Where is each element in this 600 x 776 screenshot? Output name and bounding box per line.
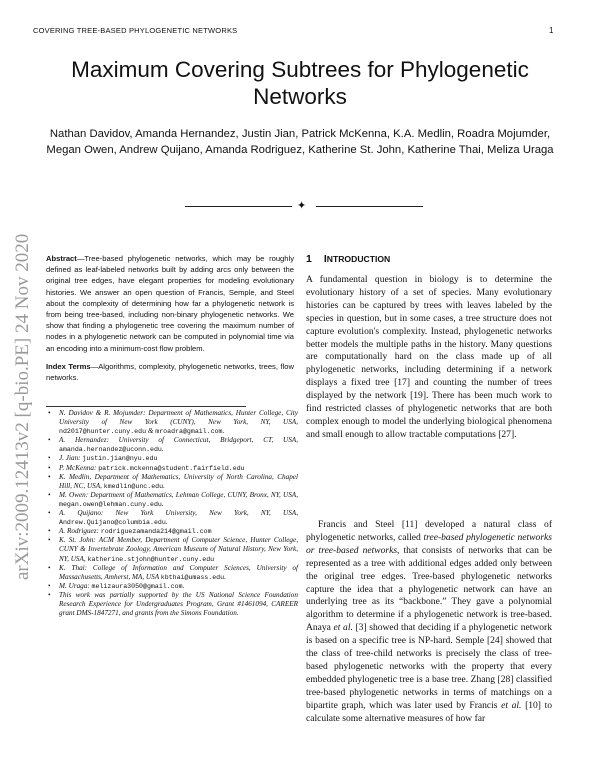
intro-paragraph-2: Francis and Steel [11] developed a natural class of phylogenetic networks, called tree-based phylogenetic networks or tree-based networks, that consists of networks that can be represented as a tree with additional edges added only between the original tree edges. Tree-based phylogenetic networks capture the idea that a phylogenetic network can have an underlying tree as its “backbone.” They gave a polynomial algorithm to determine if a phylogenetic network is tree-based. Anaya et al. [3] showed that deciding if a phylogenetic network is based on a specific tree is NP-hard. Semple [24] showed that the class of tree-child networks is precisely the class of tree-based phylogenetic networks with the property that every embedded phylogenetic tree is a base tree. Zhang [28] classified tree-based phylogenetic networks in terms of matchings on a bipartite graph, which was later used by Francis et al. [10] to calculate some alternative measures of how far: [306, 519, 553, 724]
section-heading: [306, 253, 390, 265]
footnote-item: • K. St. John: ACM Member, Department of Computer Science, Hunter College, CUNY & Invertebrate Zoology, American Museum of Natural History, New York, NY, USA, katherine.stjohn@hunter.cuny.edu: [46, 536, 298, 563]
defined-term: tree-based phylogenetic networks or tree-based networks: [306, 531, 552, 556]
running-head: COVERING TREE-BASED PHYLOGENETIC NETWORKS: [33, 26, 238, 35]
email-link[interactable]: nd2017@hunter.cuny.edu: [59, 428, 147, 436]
abstract-text: —Tree-based phylogenetic networks, which may be roughly defined as leaf-labeled networks built by adding arcs only between the original tree edges, have elegant properties for modeling evolutionary histories. We answer an open question of Francis, Semple, and Steel about the complexity of determining how far a phylogenetic network is from being tree-based, including non-binary phylogenetic networks. We show that finding a phylogenetic tree covering the maximum number of nodes in a phylogenetic network can be computed in polynomial time via an encoding into a minimum-cost flow problem.: [46, 254, 294, 353]
footnote-item: • A. Hernandez: University of Connecticut, Bridgeport, CT, USA, amanda.hernandez@uconn.edu.: [46, 436, 298, 454]
author-footnotes: [46, 409, 298, 618]
email-link[interactable]: katherine.stjohn@hunter.cuny.edu: [87, 555, 215, 563]
footnote-item: • J. Jian: justin.jian@nyu.edu: [46, 454, 298, 463]
index-terms-text: —Algorithms, complexity, phylogenetic networks, trees, flow networks.: [46, 362, 295, 383]
divider-line-left: [185, 206, 292, 207]
email-link[interactable]: kbthai@umass.edu: [160, 573, 225, 581]
footnote-item: • K. Medlin, Department of Mathematics, University of North Carolina, Chapel Hill, NC, USA, kmedlin@unc.edu.: [46, 473, 298, 491]
footnote-item: • K. Thai: College of Information and Computer Sciences, University of Massachusetts, Amherst, MA, USA kbthai@umass.edu.: [46, 564, 298, 582]
title-divider: [185, 201, 423, 213]
page-number: 1: [549, 26, 554, 35]
section-title-initial: I: [323, 253, 327, 265]
footnote-item: • A. Rodriguez: rodriguezamanda214@gmail.com: [46, 527, 298, 536]
email-link[interactable]: mroadra@gmail.com: [155, 428, 223, 436]
email-link[interactable]: justin.jian@nyu.edu: [82, 455, 158, 463]
diamond-star-icon: ✦: [297, 199, 307, 212]
abstract: [46, 253, 294, 354]
section-number: 1: [306, 253, 312, 265]
footnote-rule: [46, 406, 246, 407]
footnote-item: • This work was partially supported by the US National Science Foundation Research Experience for Undergraduates Program, Grant #1461094, CAREER grant DMS-1847271, and grants from the Simons Foundation.: [46, 591, 298, 618]
footnote-item: • P. McKenna: patrick.mckenna@student.fairfield.edu: [46, 464, 298, 473]
email-link[interactable]: melizaura3050@gmail.com: [91, 582, 183, 590]
footnote-item: • A. Quijano: New York University, New York, NY, USA, Andrew.Quijano@columbia.edu.: [46, 509, 298, 527]
footnote-item: • M. Uraga: melizaura3050@gmail.com.: [46, 582, 298, 591]
email-link[interactable]: megan.owen@lehman.cuny.edu: [59, 500, 162, 508]
email-link[interactable]: amanda.hernandez@uconn.edu: [59, 446, 162, 454]
email-link[interactable]: rodriguezamanda214@gmail.com: [100, 528, 212, 536]
email-link[interactable]: kmedlin@unc.edu: [103, 482, 164, 490]
abstract-label: Abstract: [46, 254, 77, 263]
author-list: Nathan Davidov, Amanda Hernandez, Justin Jian, Patrick McKenna, K.A. Medlin, Roadra Mojumder, Megan Owen, Andrew Quijano, Amanda Rodriguez, Katherine St. John, Katherine Thai, Meliza Uraga: [46, 128, 554, 156]
index-terms-label: Index Terms: [46, 362, 91, 371]
index-terms: [46, 361, 294, 383]
footnote-item: • M. Owen: Department of Mathematics, Lehman College, CUNY, Bronx, NY, USA, megan.owen@lehman.cuny.edu.: [46, 491, 298, 509]
email-link[interactable]: patrick.mckenna@student.fairfield.edu: [98, 464, 245, 472]
divider-line-right: [316, 206, 423, 207]
email-link[interactable]: Andrew.Quijano@columbia.edu: [59, 519, 166, 527]
paper-title: Maximum Covering Subtrees for Phylogenetic Networks: [71, 57, 529, 109]
intro-paragraph-1: A fundamental question in biology is to determine the evolutionary history of a set of species. Many evolutionary histories can be captured by trees with leaves labeled by the species in question, but in some cases, a tree structure does not capture evolution's complexity. Instead, phylogenetic networks better models the multiple paths in the history. Many questions are computationally hard on the class made up of all phylogenetic networks, including determining if a network displays a fixed tree [17] and counting the number of trees displayed by the network [19]. There has been much work to find restricted classes of phylogenetic networks that are both complex enough to model the underlying biological phenomena and small enough to allow tractable computations [27].: [306, 274, 552, 440]
footnote-item: • N. Davidov & R. Mojumder: Department of Mathematics, Hunter College, City University of New York (CUNY), New York, NY, USA, nd2017@hunter.cuny.edu & mroadra@gmail.com.: [46, 409, 298, 436]
arxiv-identifier[interactable]: arXiv:2009.12413v2 [q-bio.PE] 24 Nov 2020: [12, 233, 33, 580]
section-title-rest: NTRODUCTION: [326, 254, 391, 264]
